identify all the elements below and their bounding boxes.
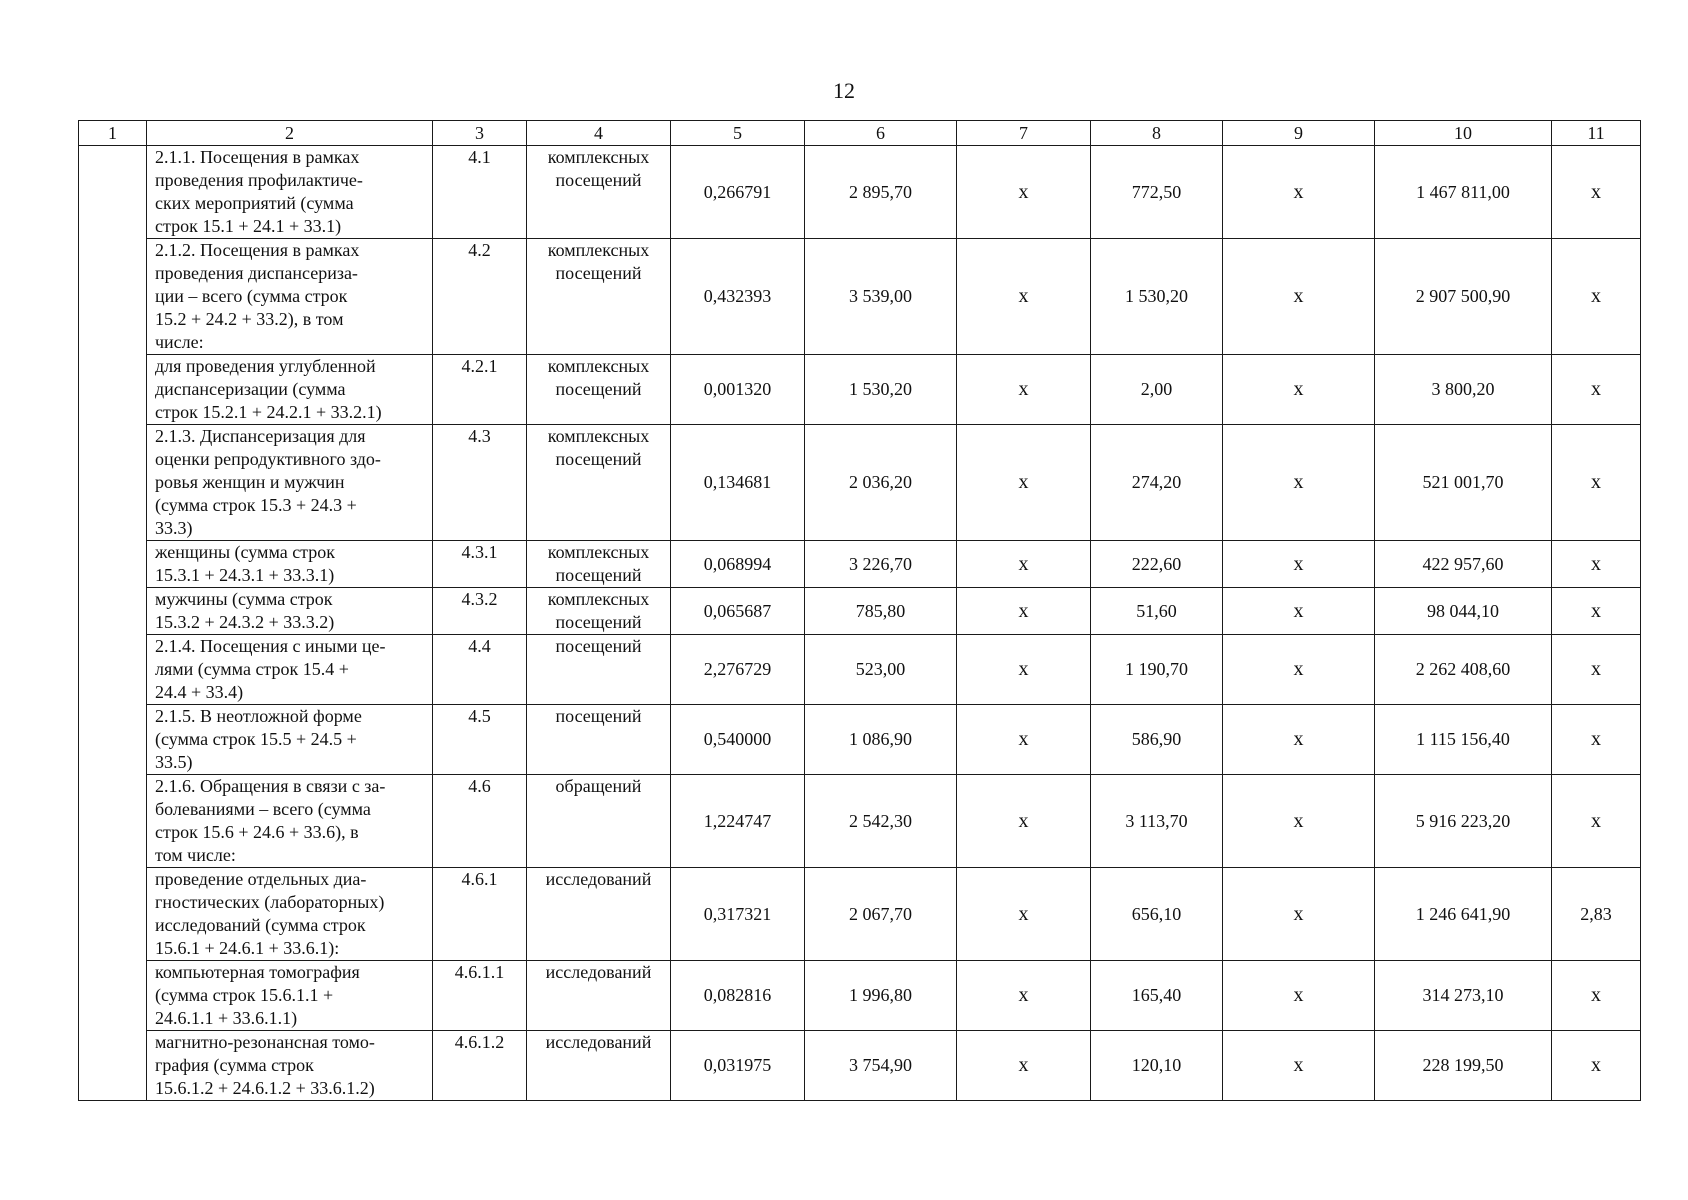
- value-cell-c6: 3 539,00: [805, 239, 957, 355]
- value-cell-c9: х: [1223, 868, 1375, 961]
- value-cell-c5: 1,224747: [671, 775, 805, 868]
- value-cell-c7: х: [957, 588, 1091, 635]
- value-cell-c11: х: [1552, 541, 1641, 588]
- indicator-name-cell: [147, 705, 433, 775]
- unit-line: посещений: [555, 706, 642, 726]
- value-cell-c9: х: [1223, 239, 1375, 355]
- value-cell-c5: 0,432393: [671, 239, 805, 355]
- row-number-cell: [79, 1031, 147, 1101]
- value-cell-c11: х: [1552, 425, 1641, 541]
- value-cell-c9: х: [1223, 146, 1375, 239]
- indicator-name-line: строк 15.2.1 + 24.2.1 + 33.2.1): [155, 402, 382, 422]
- value-cell-c5: 2,276729: [671, 635, 805, 705]
- indicator-name-line: 2.1.4. Посещения с иными це-: [155, 636, 386, 656]
- indicator-name-line: 24.4 + 33.4): [155, 682, 244, 702]
- value-cell-c6: 1 530,20: [805, 355, 957, 425]
- line-code-cell: 4.2: [433, 239, 527, 355]
- value-cell-c10: 3 800,20: [1375, 355, 1552, 425]
- indicator-name-line: строк 15.1 + 24.1 + 33.1): [155, 216, 342, 236]
- indicator-name-line: оценки репродуктивного здо-: [155, 449, 381, 469]
- value-cell-c11: х: [1552, 1031, 1641, 1101]
- value-cell-c8: 2,00: [1091, 355, 1223, 425]
- value-cell-c5: 0,001320: [671, 355, 805, 425]
- row-number-cell: [79, 775, 147, 868]
- value-cell-c7: х: [957, 868, 1091, 961]
- indicator-name-line: 15.6.1 + 24.6.1 + 33.6.1):: [155, 938, 340, 958]
- line-code-cell: 4.3.2: [433, 588, 527, 635]
- value-cell-c6: 2 542,30: [805, 775, 957, 868]
- unit-line: посещений: [555, 612, 642, 632]
- value-cell-c11: х: [1552, 588, 1641, 635]
- unit-line: посещений: [555, 379, 642, 399]
- unit-cell: [527, 146, 671, 239]
- column-header: 7: [957, 121, 1091, 146]
- value-cell-c9: х: [1223, 425, 1375, 541]
- line-code-cell: 4.5: [433, 705, 527, 775]
- indicator-name-line: 2.1.6. Обращения в связи с за-: [155, 776, 386, 796]
- column-header: 11: [1552, 121, 1641, 146]
- indicator-name-line: строк 15.6 + 24.6 + 33.6), в: [155, 822, 359, 842]
- line-code-cell: 4.2.1: [433, 355, 527, 425]
- row-number-cell: [79, 541, 147, 588]
- indicator-name-line: болеваниями – всего (сумма: [155, 799, 371, 819]
- line-code-cell: 4.6.1.1: [433, 961, 527, 1031]
- indicator-name-line: (сумма строк 15.3 + 24.3 +: [155, 495, 357, 515]
- indicator-name-line: (сумма строк 15.5 + 24.5 +: [155, 729, 357, 749]
- value-cell-c7: х: [957, 425, 1091, 541]
- indicator-name-line: компьютерная томография: [155, 962, 360, 982]
- column-header: 10: [1375, 121, 1552, 146]
- unit-line: исследований: [545, 962, 652, 982]
- indicator-name-line: графия (сумма строк: [155, 1055, 314, 1075]
- table-row: [79, 425, 1641, 541]
- row-number-cell: [79, 146, 147, 239]
- value-cell-c7: х: [957, 1031, 1091, 1101]
- value-cell-c5: 0,540000: [671, 705, 805, 775]
- unit-cell: [527, 541, 671, 588]
- column-header: 1: [79, 121, 147, 146]
- line-code-cell: 4.3: [433, 425, 527, 541]
- value-cell-c8: 1 530,20: [1091, 239, 1223, 355]
- value-cell-c11: х: [1552, 635, 1641, 705]
- indicator-name-line: (сумма строк 15.6.1.1 +: [155, 985, 334, 1005]
- value-cell-c10: 521 001,70: [1375, 425, 1552, 541]
- row-number-cell: [79, 961, 147, 1031]
- line-code-cell: 4.6.1: [433, 868, 527, 961]
- value-cell-c5: 0,065687: [671, 588, 805, 635]
- value-cell-c7: х: [957, 355, 1091, 425]
- table-row: [79, 1031, 1641, 1101]
- unit-line: комплексных: [547, 589, 650, 609]
- line-code-cell: 4.6: [433, 775, 527, 868]
- value-cell-c8: 165,40: [1091, 961, 1223, 1031]
- row-number-cell: [79, 588, 147, 635]
- value-cell-c9: х: [1223, 541, 1375, 588]
- table-row: [79, 541, 1641, 588]
- indicator-name-cell: [147, 635, 433, 705]
- column-header: 5: [671, 121, 805, 146]
- value-cell-c6: 2 036,20: [805, 425, 957, 541]
- value-cell-c8: 120,10: [1091, 1031, 1223, 1101]
- value-cell-c9: х: [1223, 775, 1375, 868]
- unit-cell: [527, 961, 671, 1031]
- indicator-name-line: том числе:: [155, 845, 236, 865]
- unit-cell: [527, 868, 671, 961]
- value-cell-c7: х: [957, 961, 1091, 1031]
- value-cell-c8: 656,10: [1091, 868, 1223, 961]
- unit-line: посещений: [555, 565, 642, 585]
- value-cell-c8: 274,20: [1091, 425, 1223, 541]
- table-row: [79, 705, 1641, 775]
- column-header: 8: [1091, 121, 1223, 146]
- unit-cell: [527, 635, 671, 705]
- value-cell-c8: 222,60: [1091, 541, 1223, 588]
- value-cell-c6: 3 754,90: [805, 1031, 957, 1101]
- column-header: 6: [805, 121, 957, 146]
- table-row: [79, 868, 1641, 961]
- unit-line: комплексных: [547, 240, 650, 260]
- value-cell-c9: х: [1223, 705, 1375, 775]
- indicator-name-line: лями (сумма строк 15.4 +: [155, 659, 349, 679]
- row-number-cell: [79, 355, 147, 425]
- value-cell-c11: х: [1552, 239, 1641, 355]
- indicator-name-line: ровья женщин и мужчин: [155, 472, 345, 492]
- value-cell-c10: 2 262 408,60: [1375, 635, 1552, 705]
- indicator-name-line: исследований (сумма строк: [155, 915, 366, 935]
- indicator-name-cell: [147, 355, 433, 425]
- value-cell-c10: 1 467 811,00: [1375, 146, 1552, 239]
- row-number-cell: [79, 425, 147, 541]
- data-table: [78, 120, 1641, 1101]
- indicator-name-line: 2.1.2. Посещения в рамках: [155, 240, 360, 260]
- indicator-name-line: ских мероприятий (сумма: [155, 193, 354, 213]
- unit-line: посещений: [555, 263, 642, 283]
- value-cell-c9: х: [1223, 355, 1375, 425]
- table-row: [79, 775, 1641, 868]
- indicator-name-line: 15.6.1.2 + 24.6.1.2 + 33.6.1.2): [155, 1078, 375, 1098]
- value-cell-c9: х: [1223, 588, 1375, 635]
- indicator-name-line: 2.1.5. В неотложной форме: [155, 706, 362, 726]
- value-cell-c10: 1 246 641,90: [1375, 868, 1552, 961]
- value-cell-c7: х: [957, 775, 1091, 868]
- value-cell-c5: 0,082816: [671, 961, 805, 1031]
- column-header: 2: [147, 121, 433, 146]
- unit-cell: [527, 588, 671, 635]
- value-cell-c7: х: [957, 541, 1091, 588]
- row-number-cell: [79, 635, 147, 705]
- value-cell-c8: 51,60: [1091, 588, 1223, 635]
- indicator-name-line: числе:: [155, 332, 204, 352]
- indicator-name-line: мужчины (сумма строк: [155, 589, 333, 609]
- table-row: [79, 588, 1641, 635]
- value-cell-c11: 2,83: [1552, 868, 1641, 961]
- value-cell-c6: 1 996,80: [805, 961, 957, 1031]
- value-cell-c5: 0,266791: [671, 146, 805, 239]
- indicator-name-cell: [147, 1031, 433, 1101]
- value-cell-c8: 586,90: [1091, 705, 1223, 775]
- value-cell-c10: 1 115 156,40: [1375, 705, 1552, 775]
- indicator-name-line: проведения диспансериза-: [155, 263, 358, 283]
- value-cell-c6: 1 086,90: [805, 705, 957, 775]
- value-cell-c10: 422 957,60: [1375, 541, 1552, 588]
- value-cell-c5: 0,134681: [671, 425, 805, 541]
- unit-cell: [527, 425, 671, 541]
- column-header: 4: [527, 121, 671, 146]
- row-number-cell: [79, 239, 147, 355]
- unit-line: посещений: [555, 170, 642, 190]
- value-cell-c10: 5 916 223,20: [1375, 775, 1552, 868]
- unit-line: посещений: [555, 636, 642, 656]
- unit-line: комплексных: [547, 147, 650, 167]
- value-cell-c10: 228 199,50: [1375, 1031, 1552, 1101]
- column-number-row: [79, 121, 1641, 146]
- value-cell-c6: 2 067,70: [805, 868, 957, 961]
- line-code-cell: 4.4: [433, 635, 527, 705]
- value-cell-c6: 523,00: [805, 635, 957, 705]
- row-number-cell: [79, 868, 147, 961]
- value-cell-c7: х: [957, 635, 1091, 705]
- indicator-name-line: 24.6.1.1 + 33.6.1.1): [155, 1008, 298, 1028]
- value-cell-c9: х: [1223, 961, 1375, 1031]
- indicator-name-line: 15.3.1 + 24.3.1 + 33.3.1): [155, 565, 335, 585]
- indicator-name-cell: [147, 588, 433, 635]
- row-number-cell: [79, 705, 147, 775]
- value-cell-c11: х: [1552, 355, 1641, 425]
- value-cell-c11: х: [1552, 961, 1641, 1031]
- value-cell-c7: х: [957, 705, 1091, 775]
- value-cell-c7: х: [957, 239, 1091, 355]
- unit-cell: [527, 355, 671, 425]
- value-cell-c9: х: [1223, 635, 1375, 705]
- indicator-name-line: ции – всего (сумма строк: [155, 286, 348, 306]
- value-cell-c10: 2 907 500,90: [1375, 239, 1552, 355]
- indicator-name-line: 15.3.2 + 24.3.2 + 33.3.2): [155, 612, 335, 632]
- indicator-name-cell: [147, 541, 433, 588]
- indicator-name-line: женщины (сумма строк: [155, 542, 336, 562]
- column-header: 9: [1223, 121, 1375, 146]
- page-number: 12: [833, 78, 855, 103]
- value-cell-c9: х: [1223, 1031, 1375, 1101]
- value-cell-c11: х: [1552, 705, 1641, 775]
- unit-line: комплексных: [547, 426, 650, 446]
- table-row: [79, 355, 1641, 425]
- value-cell-c10: 98 044,10: [1375, 588, 1552, 635]
- column-header: 3: [433, 121, 527, 146]
- value-cell-c6: 785,80: [805, 588, 957, 635]
- value-cell-c11: х: [1552, 775, 1641, 868]
- value-cell-c8: 3 113,70: [1091, 775, 1223, 868]
- indicator-name-line: проведения профилактиче-: [155, 170, 363, 190]
- table-row: [79, 635, 1641, 705]
- unit-cell: [527, 775, 671, 868]
- line-code-cell: 4.3.1: [433, 541, 527, 588]
- unit-line: комплексных: [547, 542, 650, 562]
- value-cell-c8: 772,50: [1091, 146, 1223, 239]
- indicator-name-cell: [147, 775, 433, 868]
- indicator-name-cell: [147, 961, 433, 1031]
- value-cell-c11: х: [1552, 146, 1641, 239]
- unit-line: исследований: [545, 1032, 652, 1052]
- unit-cell: [527, 239, 671, 355]
- indicator-name-line: диспансеризации (сумма: [155, 379, 346, 399]
- value-cell-c10: 314 273,10: [1375, 961, 1552, 1031]
- table-row: [79, 239, 1641, 355]
- indicator-name-line: 33.3): [155, 518, 193, 538]
- indicator-name-cell: [147, 425, 433, 541]
- value-cell-c6: 2 895,70: [805, 146, 957, 239]
- value-cell-c6: 3 226,70: [805, 541, 957, 588]
- unit-line: комплексных: [547, 356, 650, 376]
- indicator-name-line: 33.5): [155, 752, 193, 772]
- unit-cell: [527, 1031, 671, 1101]
- indicator-name-line: магнитно-резонансная томо-: [155, 1032, 375, 1052]
- unit-line: посещений: [555, 449, 642, 469]
- value-cell-c8: 1 190,70: [1091, 635, 1223, 705]
- value-cell-c5: 0,317321: [671, 868, 805, 961]
- indicator-name-line: 15.2 + 24.2 + 33.2), в том: [155, 309, 344, 329]
- value-cell-c5: 0,031975: [671, 1031, 805, 1101]
- value-cell-c7: х: [957, 146, 1091, 239]
- table-row: [79, 146, 1641, 239]
- unit-cell: [527, 705, 671, 775]
- line-code-cell: 4.6.1.2: [433, 1031, 527, 1101]
- indicator-name-line: проведение отдельных диа-: [155, 869, 367, 889]
- value-cell-c5: 0,068994: [671, 541, 805, 588]
- indicator-name-line: 2.1.3. Диспансеризация для: [155, 426, 366, 446]
- indicator-name-cell: [147, 239, 433, 355]
- table-row: [79, 961, 1641, 1031]
- indicator-name-cell: [147, 868, 433, 961]
- indicator-name-line: для проведения углубленной: [155, 356, 376, 376]
- line-code-cell: 4.1: [433, 146, 527, 239]
- indicator-name-line: гностических (лабораторных): [155, 892, 385, 912]
- indicator-name-cell: [147, 146, 433, 239]
- indicator-name-line: 2.1.1. Посещения в рамках: [155, 147, 360, 167]
- unit-line: исследований: [545, 869, 652, 889]
- unit-line: обращений: [555, 776, 642, 796]
